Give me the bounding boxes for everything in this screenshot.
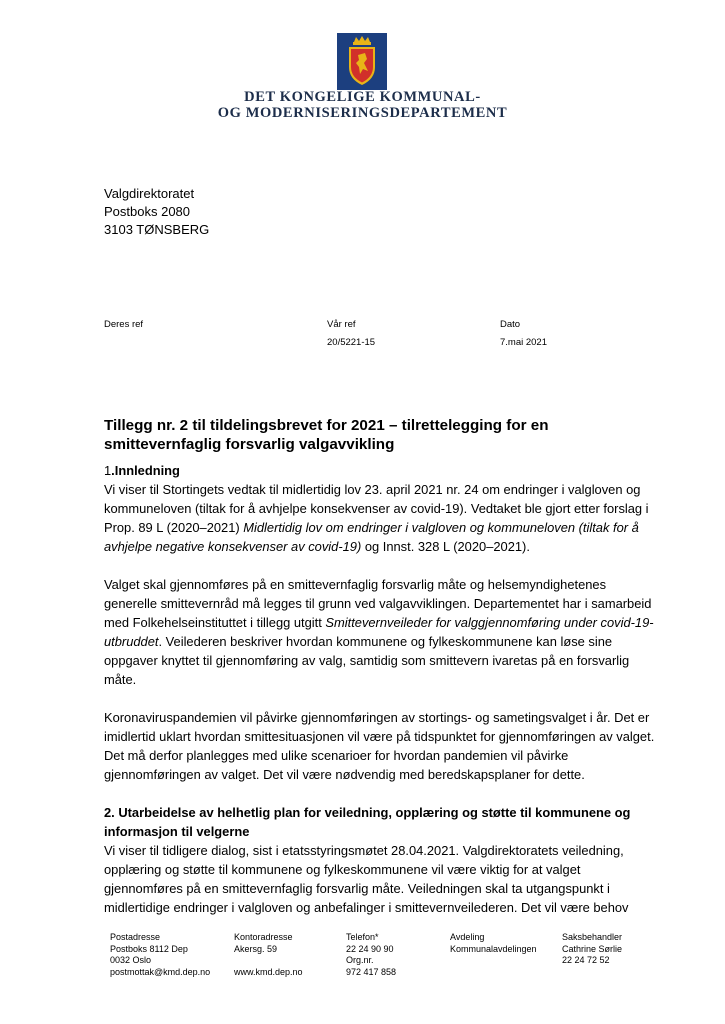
letter-title — [104, 416, 664, 454]
date-value: 7.mai 2021 — [500, 337, 548, 348]
recipient-address — [104, 185, 209, 239]
paragraph-2: Valget skal gjennomføres på en smittevernfaglig forsvarlig måte og helsemyndighetenes generelle smittevernråd må legges til grunn ved valgavviklingen. Departementet har i samarbeid med Folkehelseinstituttet i tillegg utgitt Smittevernveileder for valggjennomføring under covid-19-utbruddet. Veilederen beskriver hvordan kommunene og fylkeskommunene kan løse sine oppgaver knyttet til gjennomføring av valg, samtidig som smittevern ivaretas på en forsvarlig måte. — [104, 577, 654, 687]
footer-case-officer: Saksbehandler Cathrine Sørlie 22 24 72 52 — [562, 932, 623, 965]
footer-phone: Telefon* 22 24 90 90 Org.nr. 972 417 858 — [346, 932, 397, 977]
paragraph-4: Vi viser til tidligere dialog, sist i etatsstyringsmøtet 28.04.2021. Valgdirektoratets veiledning, opplæring og støtte til kommunene og fylkeskommunene vil være viktig for at valget gjennomføres på en smittevernfaglig forsvarlig måte. Veiledningen skal ta utgangspunkt i midlertidige endringer i valgloven og anbefalinger i smittevernveilederen. Det vil være behov — [104, 843, 629, 915]
deres-ref-label: Deres ref — [104, 319, 144, 330]
recipient-name: Valgdirektoratet — [104, 186, 195, 201]
department-name-line-1: DET KONGELIGE KOMMUNAL- — [244, 89, 481, 105]
department-name-line-2: OG MODERNISERINGSDEPARTEMENT — [217, 105, 508, 121]
norway-coat-of-arms-icon — [337, 33, 387, 90]
footer-department: Avdeling Kommunalavdelingen — [450, 932, 537, 954]
letter-title-line-2: smittevernfaglig forsvarlig valgavvikling — [104, 436, 395, 453]
paragraph-1: Vi viser til Stortingets vedtak til midlertidig lov 23. april 2021 nr. 24 om endringer i valgloven og kommuneloven (tiltak for å avhjelpe konsekvenser av covid-19). Vedtaket ble gjort etter forslag i Prop. 89 L (2020–2021) Midlertidig lov om endringer i valgloven og kommuneloven (tiltak for å avhjelpe negative konsekvenser av covid-19) og Innst. 328 L (2020–2021). — [104, 482, 649, 554]
section-1-heading: 1.Innledning — [104, 463, 180, 478]
section-2-heading: 2. Utarbeidelse av helhetlig plan for veiledning, opplæring og støtte til kommunene og informasjon til velgerne — [104, 805, 631, 839]
recipient-postal-city: 3103 TØNSBERG — [104, 222, 210, 237]
var-ref-label: Vår ref — [327, 319, 356, 330]
footer-office-address: Kontoradresse Akersg. 59 www.kmd.dep.no — [234, 932, 303, 977]
paragraph-3: Koronaviruspandemien vil påvirke gjennomføringen av stortings- og sametingsvalget i år. Det er imidlertid uklart hvordan smittesituasjonen vil være på tidspunktet for gjennomføringen av valget. Det må derfor planlegges med ulike scenarioer for hvordan pandemien vil påvirke gjennomføringen av valget. Det vil være nødvendig med beredskapsplaner for dette. — [104, 710, 655, 782]
footer-postal-address: Postadresse Postboks 8112 Dep 0032 Oslo postmottak@kmd.dep.no — [110, 932, 211, 977]
date-label: Dato — [500, 319, 521, 330]
letter-title-line-1: Tillegg nr. 2 til tildelingsbrevet for 2021 – tilrettelegging for en — [104, 417, 549, 434]
letter-body — [104, 461, 660, 917]
recipient-postbox: Postboks 2080 — [104, 204, 191, 219]
var-ref-value: 20/5221-15 — [327, 337, 376, 348]
